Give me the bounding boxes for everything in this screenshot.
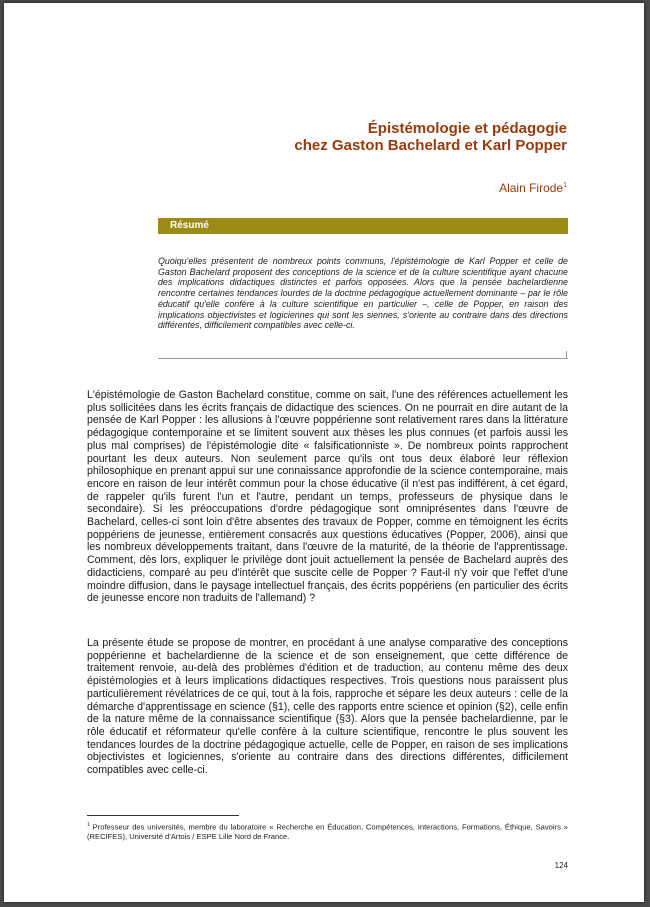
abstract-heading: Résumé (170, 220, 209, 231)
title-line-2: chez Gaston Bachelard et Karl Popper (294, 137, 567, 154)
title-line-1: Épistémologie et pédagogie (367, 120, 567, 137)
abstract-heading-bar (158, 218, 568, 234)
document-page (4, 3, 644, 902)
body-paragraph-1: L'épistémologie de Gaston Bachelard constitue, comme on sait, l'une des références actuellement les plus sollicitées dans les écrits français de didactique des sciences. On ne pourrait en dire autant de la pensée de Karl Popper : les allusions à l'œuvre poppérienne sont relativement rares dans la littérature pédagogique contemporaine et se limitent souvent aux thèses les plus connues (et parfois aussi les plus mal comprises) de l'épistémologie dite « falsificationniste ». De nombreux points rapprochent pourtant les deux auteurs. Non seulement parce qu'ils ont tous deux élaboré leur réflexion philosophique en prenant appui sur une connaissance approfondie de la science contemporaine, mais encore en raison de leur intérêt commun pour la chose éducative (il n'est pas indifférent, à cet égard, de rappeler qu'ils furent l'un et l'autre, pendant un temps, professeurs de physique dans le secondaire). Si les préoccupations d'ordre pédagogique sont omniprésentes dans l'œuvre de Bachelard, celles-ci sont loin d'être absentes des travaux de Popper, comme en témoignent les écrits poppériens de jeunesse, entièrement consacrés aux questions éducatives (Popper, 2006), ainsi que les nombreux développements traitant, dans l'œuvre de la maturité, de la théorie de l'apprentissage. Comment, dès lors, expliquer le privilège dont jouit actuellement la pensée de Bachelard auprès des didacticiens, comparé au peu d'intérêt que suscite celle de Popper ? Faut-il n'y voir que l'effet d'une moindre diffusion, dans le paysage intellectuel français, des écrits poppériens (en particulier des écrits de jeunesse encore non traduits de l'allemand) ? (87, 389, 568, 605)
footnote-divider (87, 815, 239, 816)
footnote-text: Professeur des universités, membre du laboratoire « Recherche en Éducation, Compétences, Interactions, Formations, Éthique, Savoirs » (RECIFES), Université d'Artois / ESPE Lille Nord de France. (87, 822, 568, 841)
body-paragraph-2: La présente étude se propose de montrer, en procédant à une analyse comparative des conceptions poppérienne et bachelardienne de la science et de son enseignement, que cette différence de traitement renvoie, au-delà des problèmes d'édition et de traduction, au contenu même des deux épistémologies et à leurs implications didactiques respectives. Trois questions nous paraissent plus particulièrement révélatrices de ce qui, tout à la fois, rapproche et sépare les deux auteurs : celle de la démarche d'apprentissage en science (§1), celle des rapports entre science et opinion (§2), celle enfin de la nature même de la connaissance scientifique (§3). Alors que la pensée bachelardienne, par le rôle éducatif et réformateur qu'elle confère à la culture scientifique, rencontre le plus souvent les tendances lourdes de la doctrine pédagogique actuelle, celle de Popper, en raison de ses implications objectivistes et logiciennes, s'oriente au contraire dans des directions différentes, difficilement compatibles avec celle-ci. (87, 637, 568, 777)
footnote-mark: 1 (87, 822, 90, 828)
article-title (294, 120, 567, 154)
abstract-divider (158, 358, 568, 359)
author-name: Alain Firode (499, 181, 564, 195)
author-footnote-mark[interactable]: 1 (563, 182, 567, 189)
page-number: 124 (554, 861, 568, 870)
author-line (499, 181, 567, 195)
abstract-text: Quoiqu'elles présentent de nombreux points communs, l'épistémologie de Karl Popper et celle de Gaston Bachelard proposent des conceptions de la science et de la culture scientifique ayant chacune des implications didactiques distinctes et parfois opposées. Alors que la pensée bachelardienne rencontre certaines tendances lourdes de la doctrine pédagogique actuellement dominante – par le rôle éducatif qu'elle confère à la culture scientifique en particulier –, celle de Popper, en raison des implications objectivistes et logiciennes qui sont les siennes, s'oriente au contraire dans des directions différentes, difficilement compatibles avec celle-ci. (158, 256, 568, 331)
footnote (87, 821, 568, 841)
abstract-divider-end (566, 351, 567, 359)
